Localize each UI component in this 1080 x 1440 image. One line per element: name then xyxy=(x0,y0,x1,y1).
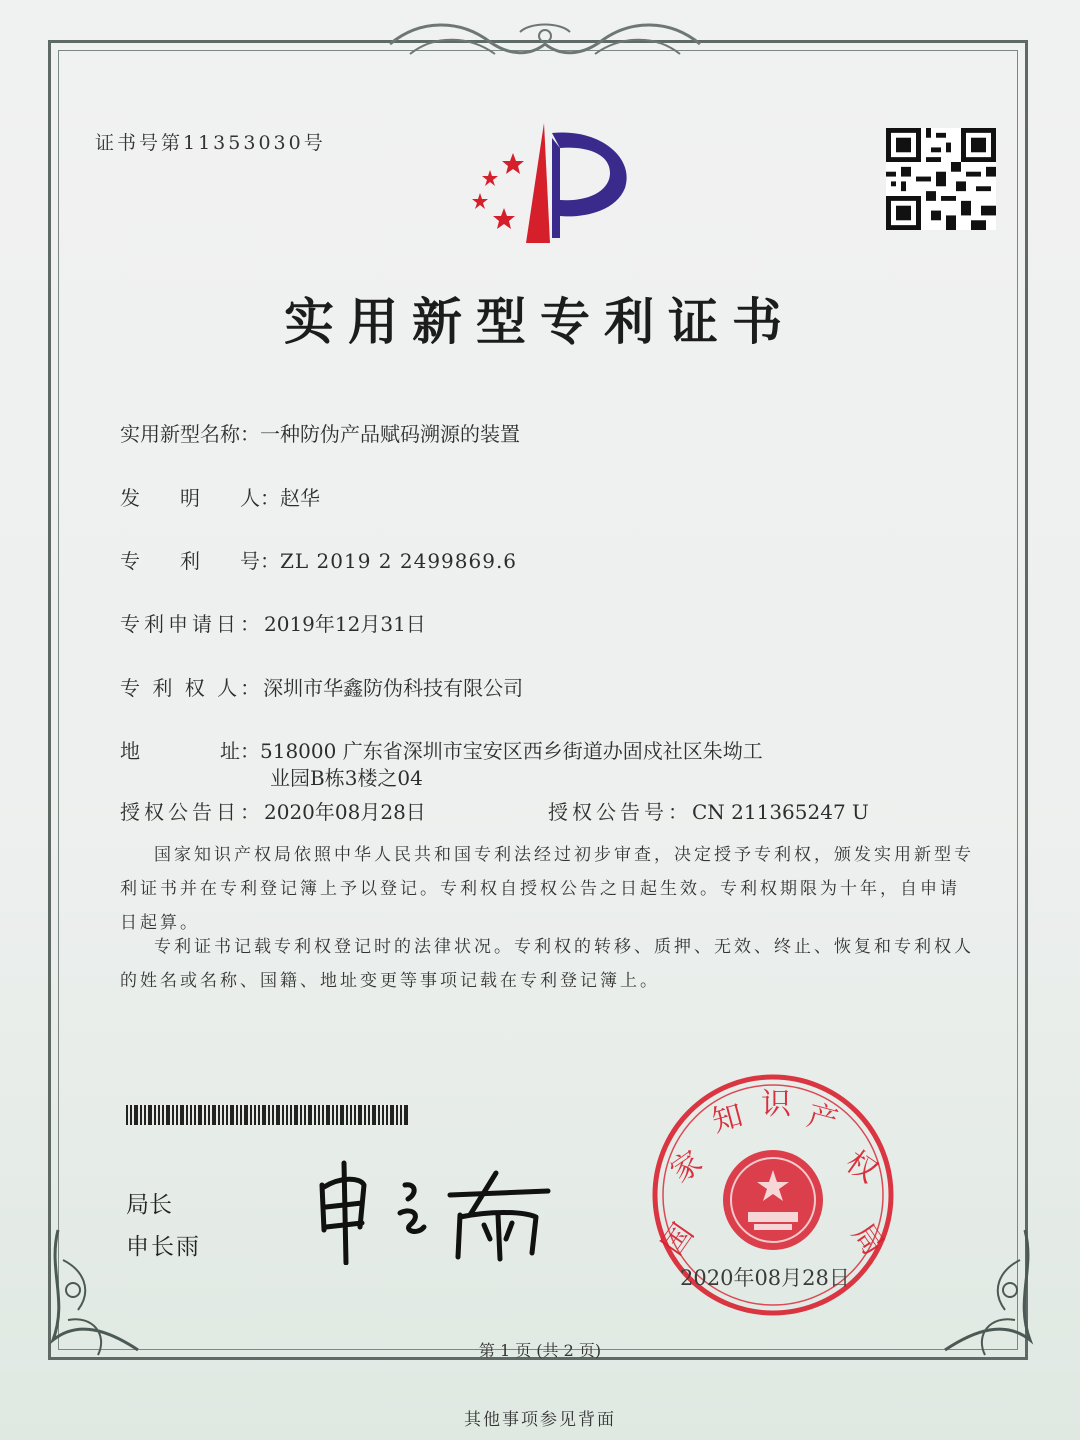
field-value: 518000 广东省深圳市宝安区西乡街道办固戍社区朱坳工 xyxy=(260,739,763,763)
field-address-line2: 业园B栋3楼之04 xyxy=(270,766,423,790)
svg-text:识: 识 xyxy=(761,1087,791,1122)
field-value: ZL 2019 2 2499869.6 xyxy=(280,549,518,573)
field-value: CN 211365247 U xyxy=(692,800,869,824)
field-label: 专 利 号： xyxy=(120,549,280,573)
field-patent-number xyxy=(120,545,517,574)
field-value: 2019年12月31日 xyxy=(264,612,426,636)
barcode-icon xyxy=(126,1105,410,1125)
field-label: 发 明 人： xyxy=(120,486,280,510)
field-grant-date xyxy=(120,796,426,825)
signatory-role: 局长 xyxy=(126,1192,172,1218)
field-address xyxy=(120,735,763,764)
svg-text:产: 产 xyxy=(803,1098,842,1140)
field-label: 地 址： xyxy=(120,739,260,763)
field-value: 一种防伪产品赋码溯源的装置 xyxy=(260,422,520,446)
svg-text:知: 知 xyxy=(708,1098,747,1140)
field-label: 授权公告号： xyxy=(548,800,692,824)
signatory-name: 申长雨 xyxy=(126,1234,201,1260)
field-label: 专 利 权 人： xyxy=(120,676,264,700)
field-value: 赵华 xyxy=(280,486,320,510)
field-grant-number xyxy=(548,796,869,825)
field-value: 2020年08月28日 xyxy=(264,800,426,824)
field-filing-date xyxy=(120,608,426,637)
top-ornament-icon xyxy=(380,14,710,74)
field-patentee xyxy=(120,672,523,701)
field-label: 专利申请日： xyxy=(120,612,264,636)
footer-note: 其他事项参见背面 xyxy=(464,1410,616,1430)
field-label: 授权公告日： xyxy=(120,800,264,824)
qr-code-icon xyxy=(886,128,996,230)
seal-date: 2020年08月28日 xyxy=(680,1266,850,1290)
certificate-number: 证书号第11353030号 xyxy=(95,132,326,154)
svg-text:国: 国 xyxy=(655,1217,702,1262)
certificate-title: 实用新型专利证书 xyxy=(284,293,796,351)
svg-text:局: 局 xyxy=(844,1217,891,1262)
body-paragraph-1: 国家知识产权局依照中华人民共和国专利法经过初步审查，决定授予专利权，颁发实用新型专利证书并在专利登记簿上予以登记。专利权自授权公告之日起生效。专利权期限为十年，自申请日起算。 xyxy=(120,845,974,933)
page-number: 第 1 页 (共 2 页) xyxy=(478,1341,602,1360)
handwritten-signature-icon xyxy=(300,1155,560,1265)
cnipa-logo-icon xyxy=(460,118,640,248)
field-inventor xyxy=(120,482,320,511)
field-value: 深圳市华鑫防伪科技有限公司 xyxy=(263,676,524,700)
field-label: 实用新型名称： xyxy=(120,422,260,446)
svg-text:权: 权 xyxy=(839,1144,884,1191)
svg-text:家: 家 xyxy=(664,1144,709,1191)
field-utility-model-name xyxy=(120,418,520,447)
body-paragraph-2: 专利证书记载专利权登记时的法律状况。专利权的转移、质押、无效、终止、恢复和专利权人的姓名或名称、国籍、地址变更等事项记载在专利登记簿上。 xyxy=(120,937,974,991)
